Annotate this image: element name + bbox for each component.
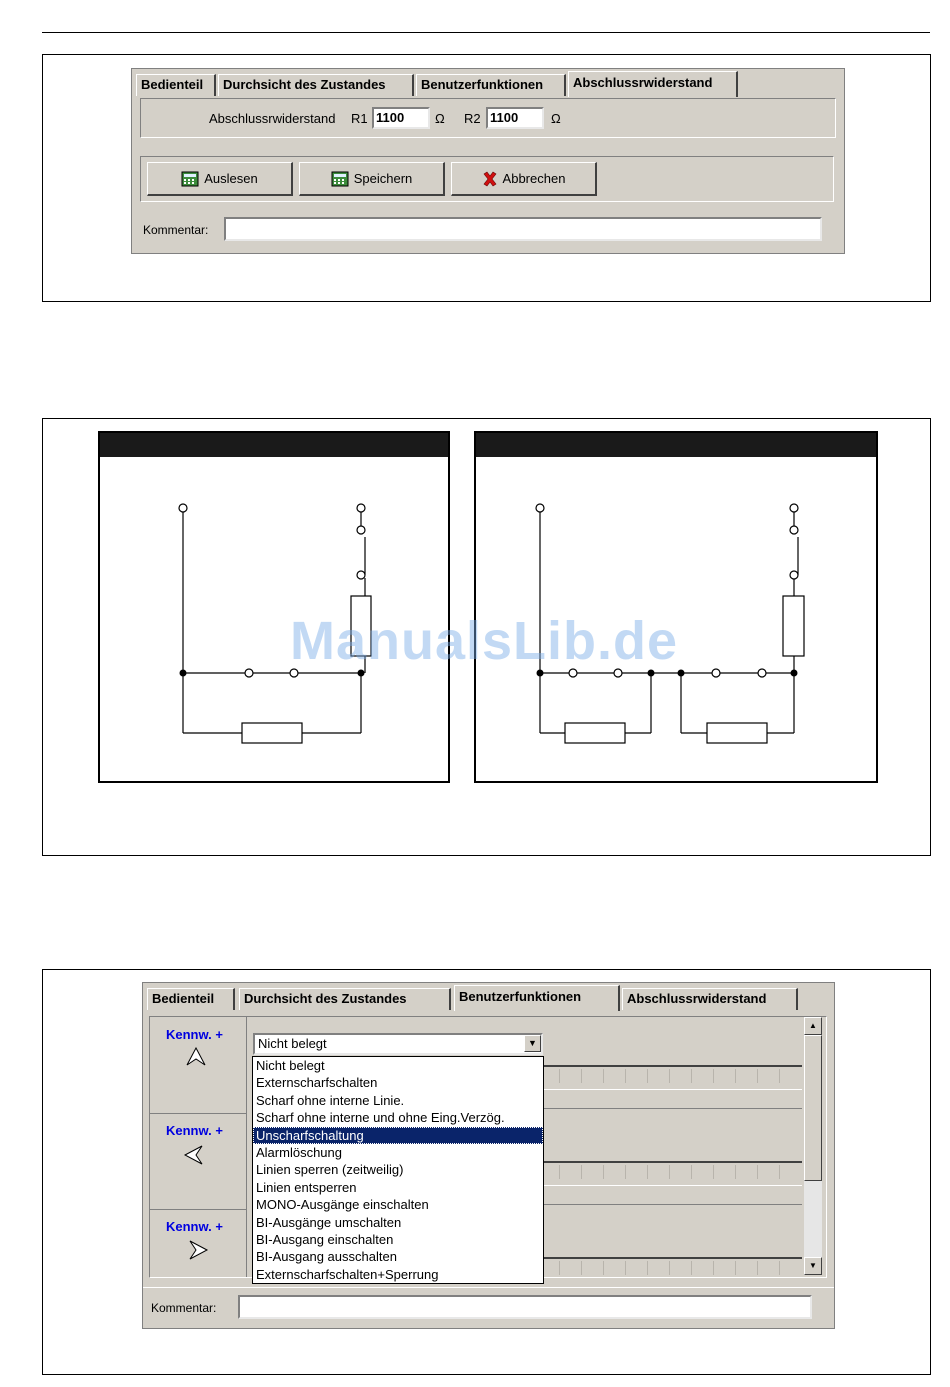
watermark: ManualsLib.de xyxy=(290,611,679,671)
chevron-down-icon[interactable]: ▼ xyxy=(524,1035,541,1052)
read-button-label: Auslesen xyxy=(204,171,258,186)
row-divider xyxy=(150,1113,246,1114)
tab-bedienteil[interactable]: Bedienteil xyxy=(147,988,235,1010)
circuit-single-drawing xyxy=(100,433,448,781)
tab-zustand[interactable]: Durchsicht des Zustandes xyxy=(218,74,414,96)
save-button-label: Speichern xyxy=(353,171,413,186)
dropdown-option[interactable]: MONO-Ausgänge einschalten xyxy=(256,1197,429,1213)
calculator-icon xyxy=(331,171,349,187)
r2-label: R2 xyxy=(464,111,481,126)
scroll-thumb[interactable] xyxy=(804,1035,822,1181)
resistance-panel xyxy=(140,98,836,138)
row-3-label: Kennw. + xyxy=(166,1219,223,1234)
calculator-icon xyxy=(181,171,199,187)
button-panel xyxy=(140,156,834,202)
tab-zustand[interactable]: Durchsicht des Zustandes xyxy=(239,988,451,1010)
grid-strip xyxy=(540,1161,802,1179)
resistance-label: Abschlussrwiderstand xyxy=(209,111,336,126)
tab-abschlusswiderstand[interactable]: Abschlussrwiderstand xyxy=(622,988,798,1010)
dropdown-option[interactable]: Linien sperren (zeitweilig) xyxy=(256,1162,404,1178)
column-divider xyxy=(246,1017,247,1278)
dropdown-option[interactable]: Nicht belegt xyxy=(256,1058,325,1073)
figure-frame-3 xyxy=(42,969,931,1375)
dropdown-option[interactable]: Alarmlöschung xyxy=(256,1144,342,1160)
r1-input[interactable]: 1100 xyxy=(372,107,430,129)
figure-frame-1 xyxy=(42,54,931,302)
comment-input[interactable] xyxy=(238,1295,812,1319)
dropdown-option[interactable]: BI-Ausgänge umschalten xyxy=(256,1214,402,1230)
scroll-down-button[interactable]: ▼ xyxy=(804,1257,822,1275)
comment-label: Kommentar: xyxy=(151,1301,217,1315)
grid-strip xyxy=(540,1065,802,1083)
tab-bedienteil[interactable]: Bedienteil xyxy=(136,74,216,96)
dropdown-option[interactable]: Scharf ohne interne Linie. xyxy=(256,1092,405,1108)
grid-row-line xyxy=(540,1185,802,1205)
left-arrow-icon xyxy=(184,1144,206,1166)
top-rule xyxy=(42,32,930,33)
tab-benutzerfunktionen[interactable]: Benutzerfunktionen xyxy=(454,985,620,1011)
dropdown-option[interactable]: Externscharfschalten xyxy=(256,1075,378,1091)
tab-benutzerfunktionen[interactable]: Benutzerfunktionen xyxy=(416,74,566,96)
function-dropdown-list[interactable] xyxy=(252,1056,544,1284)
row-1-label: Kennw. + xyxy=(166,1027,223,1042)
comment-divider xyxy=(143,1287,834,1288)
comment-input[interactable] xyxy=(224,217,822,241)
r1-label: R1 xyxy=(351,111,368,126)
scroll-up-button[interactable]: ▲ xyxy=(804,1017,822,1035)
cancel-button[interactable] xyxy=(451,162,597,196)
dropdown-option[interactable]: Linien entsperren xyxy=(256,1179,357,1195)
read-button[interactable] xyxy=(147,162,293,196)
cancel-button-label: Abbrechen xyxy=(502,171,566,186)
circuit-diagram-single xyxy=(98,431,450,783)
dropdown-option[interactable]: Scharf ohne interne und ohne Eing.Verzög. xyxy=(256,1110,505,1126)
save-button[interactable] xyxy=(299,162,445,196)
dropdown-option[interactable]: BI-Ausgang einschalten xyxy=(256,1231,394,1247)
termination-dialog xyxy=(131,68,845,254)
grid-row-line xyxy=(540,1089,802,1109)
comment-label: Kommentar: xyxy=(143,223,209,237)
combobox-value: Nicht belegt xyxy=(258,1036,327,1051)
r2-input[interactable]: 1100 xyxy=(486,107,544,129)
r2-unit: Ω xyxy=(551,111,561,126)
dropdown-option[interactable]: BI-Ausgang ausschalten xyxy=(256,1249,397,1265)
circuit-double-drawing xyxy=(476,433,876,781)
dropdown-option[interactable]: Externscharfschalten+Sperrung xyxy=(256,1266,439,1282)
row-2-label: Kennw. + xyxy=(166,1123,223,1138)
circuit-diagram-double xyxy=(474,431,878,783)
right-arrow-icon xyxy=(186,1239,208,1261)
vertical-scrollbar[interactable] xyxy=(804,1017,822,1275)
function-combobox[interactable] xyxy=(253,1033,543,1055)
row-divider xyxy=(150,1209,246,1210)
tab-abschlusswiderstand[interactable]: Abschlussrwiderstand xyxy=(568,71,738,97)
dropdown-option-selected[interactable]: Unscharfschaltung xyxy=(253,1127,543,1144)
up-arrow-icon xyxy=(185,1047,207,1067)
r1-unit: Ω xyxy=(435,111,445,126)
user-functions-dialog xyxy=(142,982,835,1329)
close-icon xyxy=(482,171,498,187)
grid-strip xyxy=(540,1257,802,1275)
